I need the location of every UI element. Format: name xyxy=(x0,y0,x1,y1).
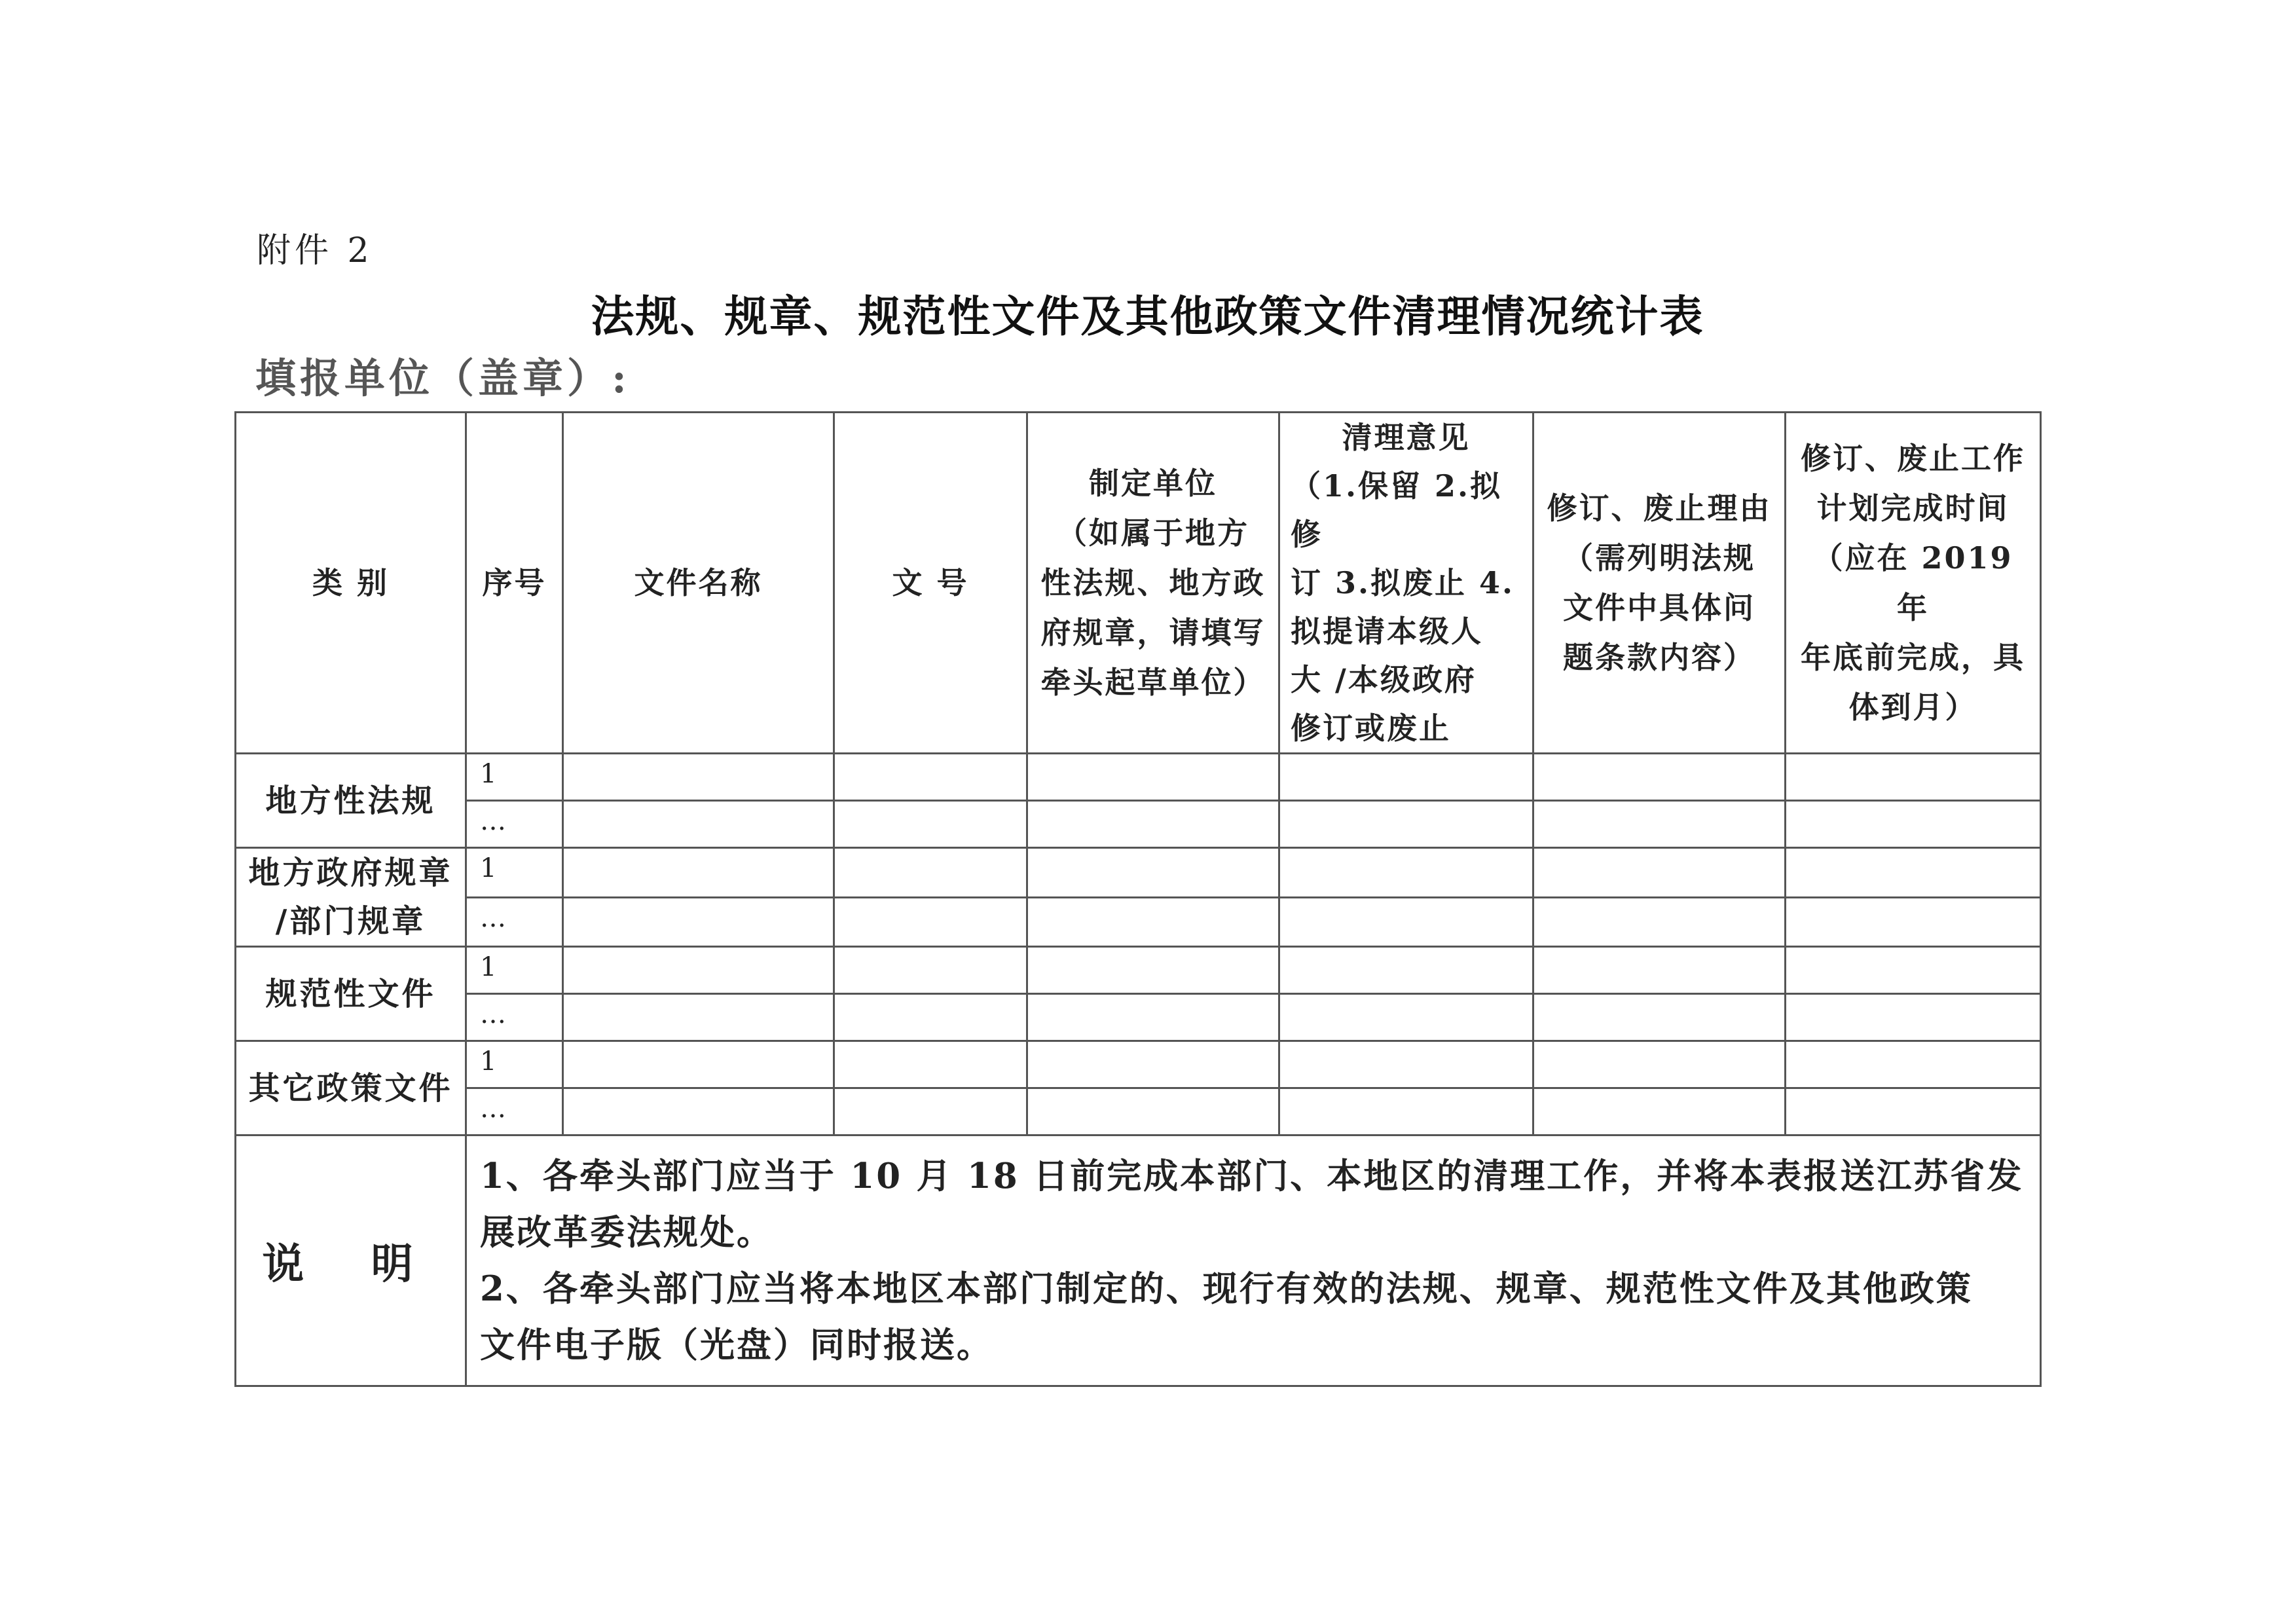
reason-cell xyxy=(1533,897,1786,947)
reason-cell xyxy=(1533,1088,1786,1135)
category-label-line: 规范性文件 xyxy=(265,975,436,1012)
file-name-cell xyxy=(563,1088,834,1135)
file-name-cell xyxy=(563,1041,834,1088)
header-seq: 序号 xyxy=(466,413,563,754)
plan-cell xyxy=(1786,897,2041,947)
seq-cell: … xyxy=(466,801,563,848)
header-opinion-line: 清理意见 xyxy=(1342,420,1471,455)
category-label-line: 地方政府规章 xyxy=(248,855,453,891)
opinion-cell xyxy=(1279,801,1533,848)
plan-cell xyxy=(1786,994,2041,1041)
maker-cell xyxy=(1027,947,1279,994)
table-row xyxy=(236,947,2041,994)
maker-cell xyxy=(1027,994,1279,1041)
header-opinion-line: 拟提请本级人 xyxy=(1291,614,1483,649)
seq-cell: 1 xyxy=(466,947,563,994)
doc-no-cell xyxy=(834,754,1027,801)
seq-cell: … xyxy=(466,1088,563,1135)
header-plan-line: （应在 2019 年 xyxy=(1812,540,2013,625)
attachment-label: 附件 2 xyxy=(257,231,373,270)
seq-cell: 1 xyxy=(466,1041,563,1088)
notes-line: 1、各牵头部门应当于 10 月 18 日前完成本部门、本地区的清理工作，并将本表报送江苏省发 xyxy=(480,1156,2024,1196)
table-row xyxy=(236,754,2041,801)
notes-row xyxy=(236,1135,2041,1386)
notes-body xyxy=(466,1135,2041,1386)
file-name-cell xyxy=(563,801,834,848)
file-name-cell xyxy=(563,947,834,994)
notes-label: 说 明 xyxy=(236,1135,466,1386)
notes-line: 文件电子版（光盘）同时报送。 xyxy=(480,1325,993,1365)
header-reason xyxy=(1533,413,1786,754)
file-name-cell xyxy=(563,897,834,947)
category-label xyxy=(236,848,466,947)
doc-no-cell xyxy=(834,848,1027,898)
opinion-cell xyxy=(1279,1088,1533,1135)
table-row xyxy=(236,1041,2041,1088)
file-name-cell xyxy=(563,994,834,1041)
category-label-line: /部门规章 xyxy=(275,903,426,940)
maker-cell xyxy=(1027,848,1279,898)
table-row xyxy=(236,801,2041,848)
header-plan-line: 修订、废止工作 xyxy=(1801,441,2025,476)
header-opinion-line: 大 /本级政府 xyxy=(1291,662,1477,697)
header-doc-no: 文 号 xyxy=(834,413,1027,754)
header-file-name: 文件名称 xyxy=(563,413,834,754)
category-label-line: 地方性法规 xyxy=(265,782,436,819)
opinion-cell xyxy=(1279,1041,1533,1088)
plan-cell xyxy=(1786,1088,2041,1135)
maker-cell xyxy=(1027,754,1279,801)
maker-cell xyxy=(1027,801,1279,848)
maker-cell xyxy=(1027,1088,1279,1135)
header-plan-line: 体到月） xyxy=(1848,690,1977,725)
page-title: 法规、规章、规范性文件及其他政策文件清理情况统计表 xyxy=(591,291,1704,342)
seq-cell: 1 xyxy=(466,754,563,801)
header-plan xyxy=(1786,413,2041,754)
plan-cell xyxy=(1786,848,2041,898)
plan-cell xyxy=(1786,947,2041,994)
table-row xyxy=(236,1088,2041,1135)
plan-cell xyxy=(1786,1041,2041,1088)
doc-no-cell xyxy=(834,1041,1027,1088)
opinion-cell xyxy=(1279,897,1533,947)
reason-cell xyxy=(1533,947,1786,994)
notes-line: 2、各牵头部门应当将本地区本部门制定的、现行有效的法规、规章、规范性文件及其他政策 xyxy=(480,1268,1973,1309)
doc-no-cell xyxy=(834,994,1027,1041)
reason-cell xyxy=(1533,754,1786,801)
seq-cell: … xyxy=(466,994,563,1041)
doc-no-cell xyxy=(834,801,1027,848)
doc-no-cell xyxy=(834,897,1027,947)
header-reason-line: 修订、废止理由 xyxy=(1547,490,1772,526)
reason-cell xyxy=(1533,848,1786,898)
header-reason-line: 文件中具体问 xyxy=(1563,590,1755,625)
category-label xyxy=(236,754,466,848)
header-category: 类 别 xyxy=(236,413,466,754)
opinion-cell xyxy=(1279,994,1533,1041)
opinion-cell xyxy=(1279,947,1533,994)
plan-cell xyxy=(1786,801,2041,848)
header-reason-line: 题条款内容） xyxy=(1563,640,1755,675)
table-row xyxy=(236,897,2041,947)
reason-cell xyxy=(1533,994,1786,1041)
file-name-cell xyxy=(563,848,834,898)
header-opinion-line: 订 3.拟废止 4. xyxy=(1291,565,1515,600)
header-opinion xyxy=(1279,413,1533,754)
header-maker-line: （如属于地方 xyxy=(1057,515,1249,551)
doc-no-cell xyxy=(834,947,1027,994)
doc-no-cell xyxy=(834,1088,1027,1135)
header-maker-line: 府规章，请填写 xyxy=(1040,615,1266,650)
table-row xyxy=(236,848,2041,898)
reason-cell xyxy=(1533,1041,1786,1088)
category-label xyxy=(236,1041,466,1135)
category-label-line: 其它政策文件 xyxy=(248,1069,453,1107)
plan-cell xyxy=(1786,754,2041,801)
opinion-cell xyxy=(1279,754,1533,801)
header-plan-line: 计划完成时间 xyxy=(1816,490,2010,526)
header-plan-line: 年底前完成，具 xyxy=(1801,640,2025,675)
maker-cell xyxy=(1027,1041,1279,1088)
filing-unit-label: 填报单位（盖章）: xyxy=(255,354,631,402)
reason-cell xyxy=(1533,801,1786,848)
file-name-cell xyxy=(563,754,834,801)
notes-line: 展改革委法规处。 xyxy=(480,1212,773,1253)
opinion-cell xyxy=(1279,848,1533,898)
header-row xyxy=(236,413,2041,754)
header-maker xyxy=(1027,413,1279,754)
header-maker-line: 性法规、地方政 xyxy=(1040,565,1266,600)
header-maker-line: 牵头起草单位） xyxy=(1040,665,1266,700)
header-opinion-line: 修订或废止 xyxy=(1291,710,1451,746)
header-opinion-line: （1.保留 2.拟修 xyxy=(1291,468,1503,552)
statistics-table xyxy=(234,411,2042,1387)
table-row xyxy=(236,994,2041,1041)
seq-cell: 1 xyxy=(466,848,563,898)
header-reason-line: （需列明法规 xyxy=(1563,540,1755,576)
seq-cell: … xyxy=(466,897,563,947)
category-label xyxy=(236,947,466,1041)
header-maker-line: 制定单位 xyxy=(1089,466,1217,501)
maker-cell xyxy=(1027,897,1279,947)
